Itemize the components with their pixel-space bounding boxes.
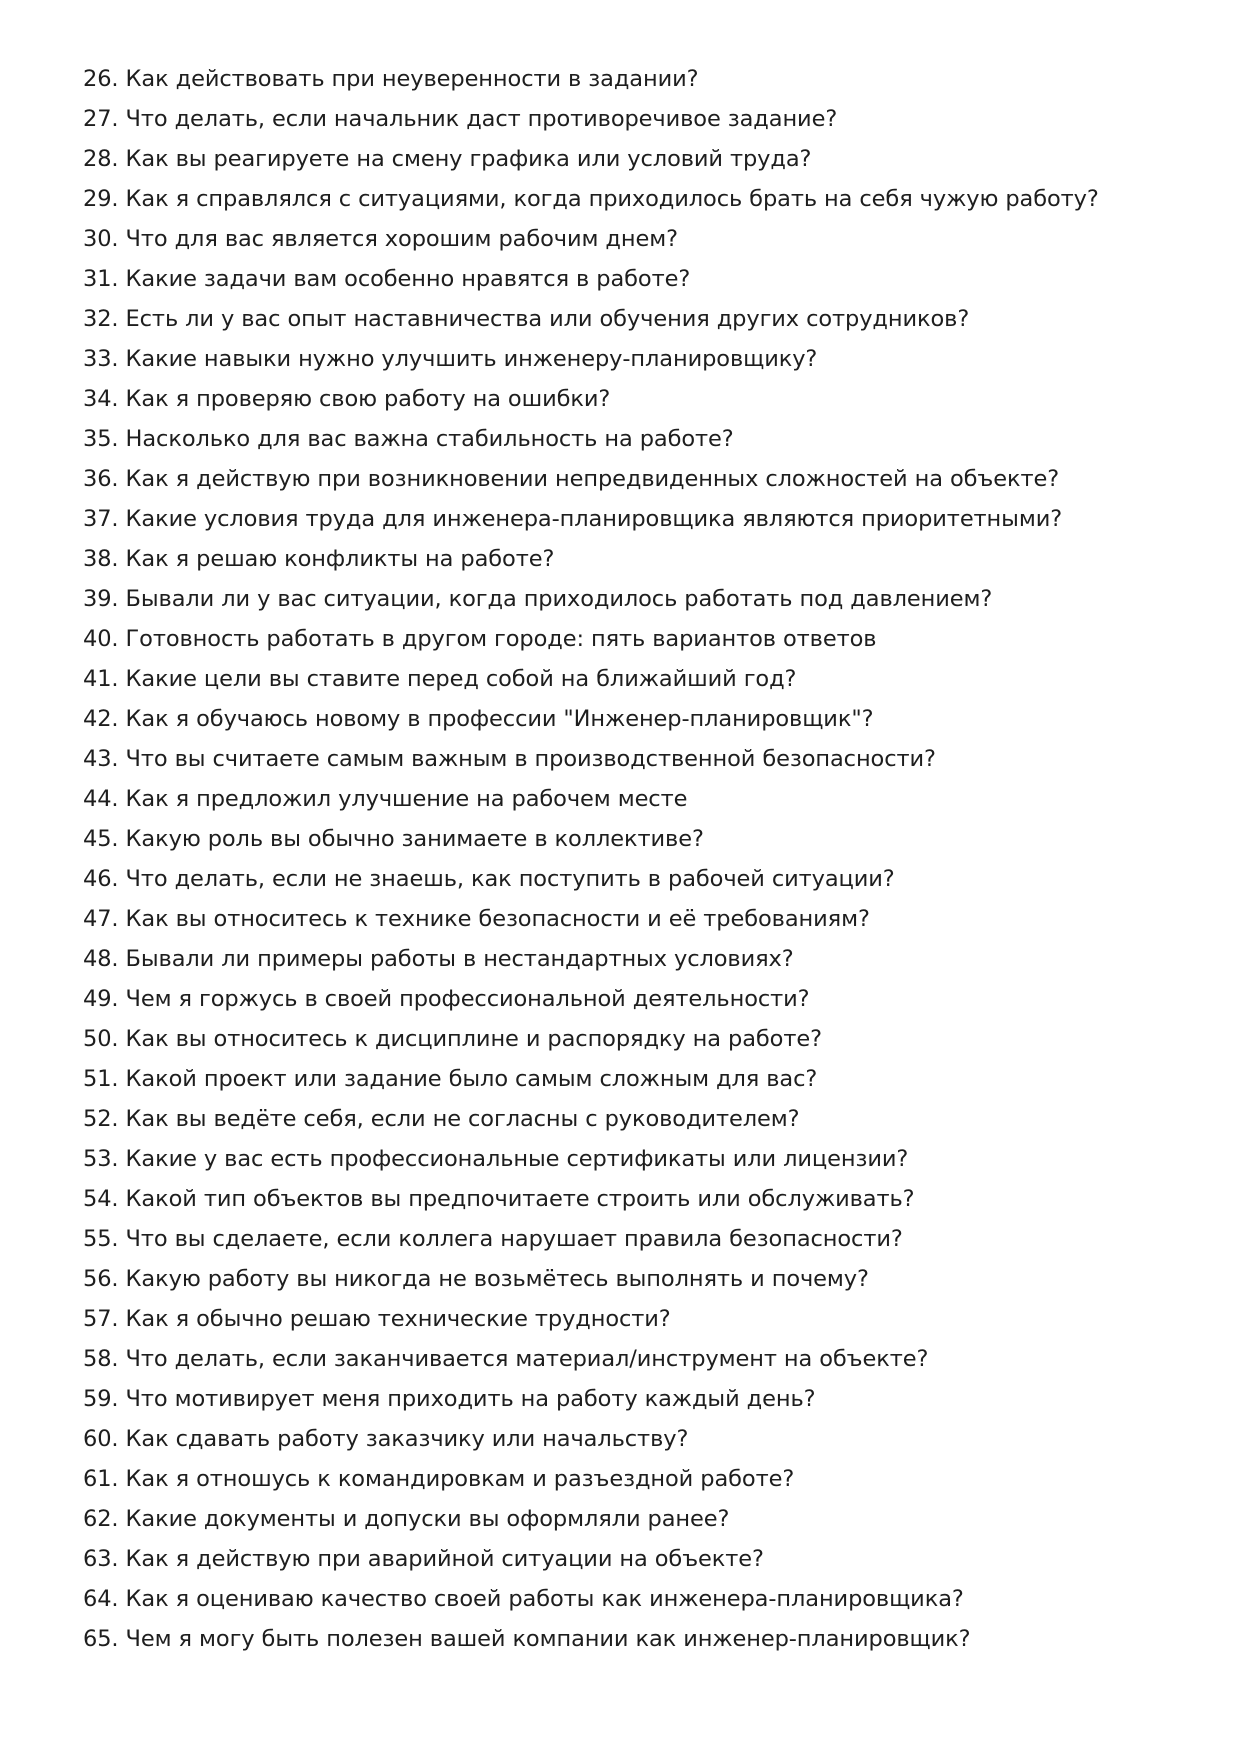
question-number: 36. [83,466,119,492]
question-text: Как вы реагируете на смену графика или условий труда? [125,146,812,172]
question-number: 38. [83,546,119,572]
question-number: 63. [83,1546,119,1572]
question-number: 33. [83,346,119,372]
question-text: Что вы сделаете, если коллега нарушает правила безопасности? [125,1226,903,1252]
question-number: 39. [83,586,119,612]
question-number: 62. [83,1506,119,1532]
question-number: 29. [83,186,119,212]
question-number: 58. [83,1346,119,1372]
question-item [83,539,1099,579]
question-text: Что мотивирует меня приходить на работу каждый день? [125,1386,816,1412]
question-text: Как вы ведёте себя, если не согласны с руководителем? [125,1106,800,1132]
question-text: Как действовать при неуверенности в задании? [125,66,699,92]
question-item [83,1059,1099,1099]
question-item [83,779,1099,819]
question-text: Какие условия труда для инженера-планировщика являются приоритетными? [125,506,1063,532]
question-text: Какие навыки нужно улучшить инженеру-планировщику? [125,346,818,372]
question-text: Бывали ли примеры работы в нестандартных условиях? [125,946,794,972]
question-item [83,1499,1099,1539]
question-item [83,419,1099,459]
question-number: 26. [83,66,119,92]
question-item [83,619,1099,659]
question-item [83,1259,1099,1299]
question-number: 46. [83,866,119,892]
question-number: 53. [83,1146,119,1172]
question-text: Какую работу вы никогда не возьмётесь выполнять и почему? [125,1266,869,1292]
question-number: 35. [83,426,119,452]
question-item [83,899,1099,939]
question-text: Готовность работать в другом городе: пять вариантов ответов [125,626,877,652]
question-text: Какие задачи вам особенно нравятся в работе? [125,266,691,292]
question-number: 61. [83,1466,119,1492]
question-item [83,1419,1099,1459]
question-number: 44. [83,786,119,812]
question-number: 31. [83,266,119,292]
question-number: 54. [83,1186,119,1212]
question-item [83,459,1099,499]
question-text: Есть ли у вас опыт наставничества или обучения других сотрудников? [125,306,970,332]
question-number: 60. [83,1426,119,1452]
question-item [83,339,1099,379]
question-text: Что делать, если не знаешь, как поступить в рабочей ситуации? [125,866,895,892]
question-item [83,859,1099,899]
question-item [83,299,1099,339]
question-text: Как вы относитесь к дисциплине и распорядку на работе? [125,1026,822,1052]
question-item [83,1579,1099,1619]
question-item [83,379,1099,419]
question-item [83,1539,1099,1579]
question-item [83,139,1099,179]
question-text: Бывали ли у вас ситуации, когда приходилось работать под давлением? [125,586,993,612]
question-item [83,1339,1099,1379]
question-text: Какой проект или задание было самым сложным для вас? [125,1066,818,1092]
question-item [83,1179,1099,1219]
question-item [83,1619,1099,1659]
question-text: Какие документы и допуски вы оформляли ранее? [125,1506,730,1532]
question-text: Что вы считаете самым важным в производственной безопасности? [125,746,936,772]
question-number: 55. [83,1226,119,1252]
question-text: Что делать, если начальник даст противоречивое задание? [125,106,838,132]
question-item [83,659,1099,699]
question-number: 51. [83,1066,119,1092]
question-item [83,99,1099,139]
question-item [83,59,1099,99]
question-text: Что делать, если заканчивается материал/инструмент на объекте? [125,1346,929,1372]
question-item [83,699,1099,739]
question-text: Как я решаю конфликты на работе? [125,546,555,572]
question-text: Какую роль вы обычно занимаете в коллективе? [125,826,704,852]
question-item [83,1299,1099,1339]
question-text: Что для вас является хорошим рабочим днем? [125,226,678,252]
question-text: Как сдавать работу заказчику или начальству? [125,1426,689,1452]
question-text: Какой тип объектов вы предпочитаете строить или обслуживать? [125,1186,915,1212]
question-item [83,499,1099,539]
question-number: 27. [83,106,119,132]
question-number: 28. [83,146,119,172]
question-item [83,579,1099,619]
question-item [83,739,1099,779]
question-item [83,1019,1099,1059]
question-number: 37. [83,506,119,532]
question-item [83,1379,1099,1419]
question-item [83,1099,1099,1139]
question-text: Как я действую при аварийной ситуации на объекте? [125,1546,764,1572]
question-number: 41. [83,666,119,692]
question-number: 30. [83,226,119,252]
question-number: 57. [83,1306,119,1332]
question-number: 49. [83,986,119,1012]
question-number: 42. [83,706,119,732]
question-text: Как я предложил улучшение на рабочем месте [125,786,688,812]
question-number: 48. [83,946,119,972]
question-number: 34. [83,386,119,412]
question-number: 59. [83,1386,119,1412]
question-number: 64. [83,1586,119,1612]
question-number: 32. [83,306,119,332]
question-text: Как вы относитесь к технике безопасности и её требованиям? [125,906,870,932]
question-text: Как я обучаюсь новому в профессии "Инженер-планировщик"? [125,706,874,732]
question-number: 47. [83,906,119,932]
question-text: Как я оцениваю качество своей работы как инженера-планировщика? [125,1586,964,1612]
question-text: Чем я могу быть полезен вашей компании как инженер-планировщик? [125,1626,971,1652]
question-text: Как я справлялся с ситуациями, когда приходилось брать на себя чужую работу? [125,186,1099,212]
question-number: 56. [83,1266,119,1292]
question-item [83,219,1099,259]
question-text: Как я действую при возникновении непредвиденных сложностей на объекте? [125,466,1060,492]
question-item [83,179,1099,219]
question-text: Насколько для вас важна стабильность на работе? [125,426,734,452]
question-item [83,819,1099,859]
question-item [83,939,1099,979]
question-list [83,59,1099,1659]
question-text: Чем я горжусь в своей профессиональной деятельности? [125,986,810,1012]
question-text: Как я отношусь к командировкам и разъездной работе? [125,1466,795,1492]
question-text: Какие цели вы ставите перед собой на ближайший год? [125,666,797,692]
question-item [83,259,1099,299]
question-item [83,1139,1099,1179]
question-number: 45. [83,826,119,852]
question-number: 40. [83,626,119,652]
question-text: Как я обычно решаю технические трудности? [125,1306,671,1332]
question-item [83,979,1099,1019]
question-text: Как я проверяю свою работу на ошибки? [125,386,611,412]
question-item [83,1219,1099,1259]
question-number: 43. [83,746,119,772]
question-text: Какие у вас есть профессиональные сертификаты или лицензии? [125,1146,909,1172]
question-item [83,1459,1099,1499]
question-number: 52. [83,1106,119,1132]
question-number: 65. [83,1626,119,1652]
question-number: 50. [83,1026,119,1052]
